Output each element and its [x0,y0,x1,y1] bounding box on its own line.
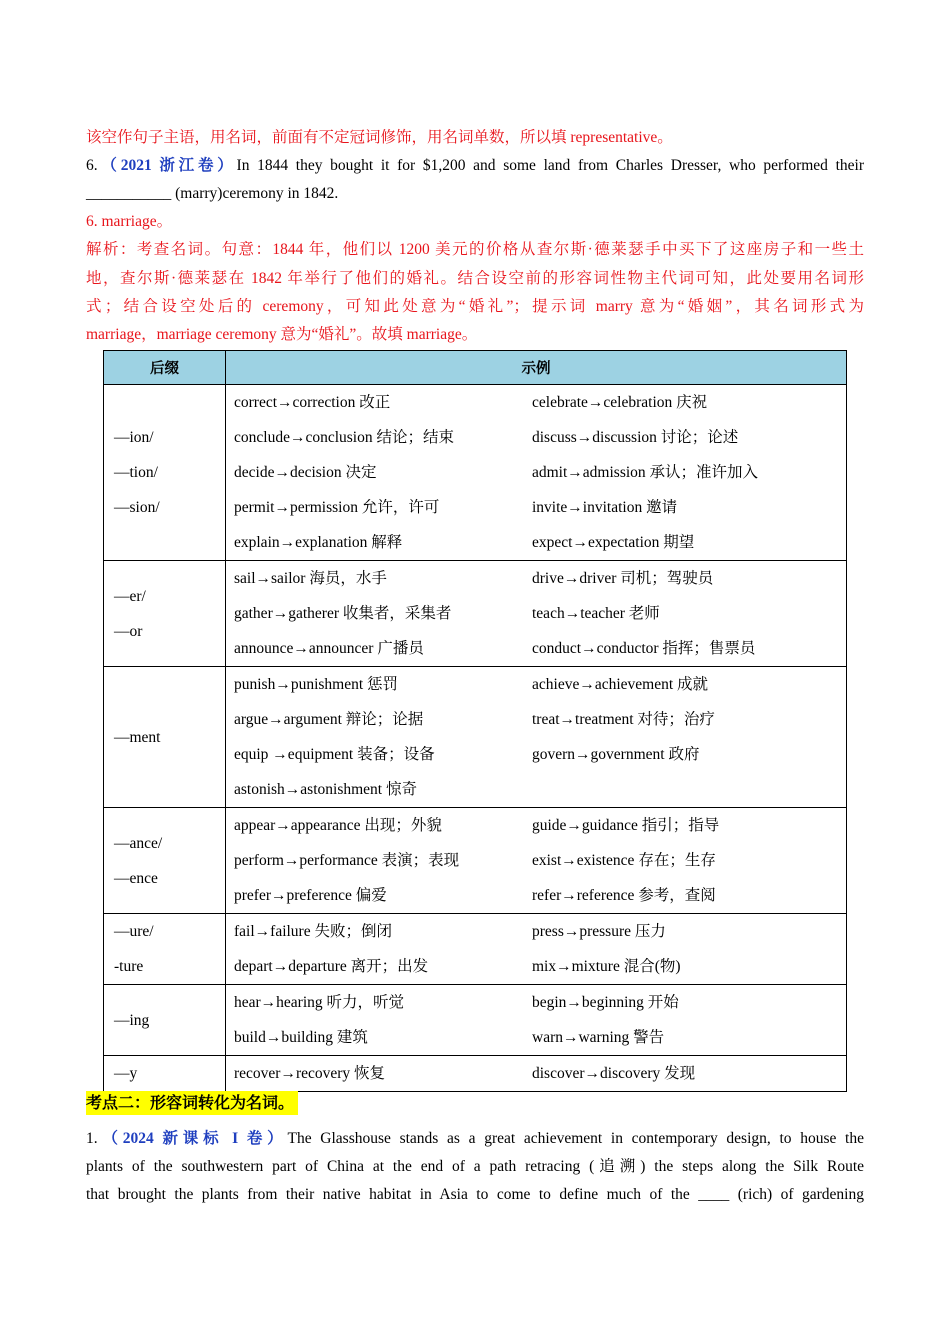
table-row [104,985,847,1056]
example-left: conclude→conclusion 结论；结束 [234,429,454,446]
example-right: refer→reference 参考，查阅 [532,887,716,904]
example-line [234,1020,846,1055]
example-left: sail→sailor 海员，水手 [234,570,387,587]
examples-cell [226,808,847,914]
example-left: decide→decision 决定 [234,464,377,481]
question-text: In 1844 they bought it for $1,200 and some land from Charles Dresser, who performed their [236,157,864,174]
example-left: astonish→astonishment 惊奇 [234,781,417,798]
examples-cell [226,985,847,1056]
example-right: discuss→discussion 讨论；论述 [532,429,739,446]
question-number: 6. [86,157,98,174]
example-right: mix→mixture 混合(物) [532,958,681,975]
example-left: correct→correction 改正 [234,394,391,411]
example-line [234,455,846,490]
example-line [234,490,846,525]
table-row [104,385,847,561]
examples-cell [226,914,847,985]
example-left: hear→hearing 听力，听觉 [234,994,405,1011]
suffix-cell [104,914,226,985]
example-right: admit→admission 承认；准许加入 [532,464,759,481]
example-right: invite→invitation 邀请 [532,499,678,516]
suffix-table [103,350,847,1092]
examples-cell [226,667,847,808]
example-left: permit→permission 允许，许可 [234,499,440,516]
examples-cell [226,1056,847,1092]
suffix-cell [104,561,226,667]
example-line [234,808,846,843]
example-right: celebrate→celebration 庆祝 [532,394,708,411]
example-line [234,631,846,666]
suffix-label: —ence [114,869,158,887]
suffix-label: —ance/ [114,834,163,852]
analysis-line: marriage，marriage ceremony 意为“婚礼”。故填 marriage。 [86,326,478,343]
answer: 6. marriage。 [86,213,173,230]
table-row [104,667,847,808]
suffix-label: —er/ [114,587,146,605]
table-header-row [104,351,847,385]
analysis-line: 式；结合设空处后的 ceremony，可知此处意为“婚礼”；提示词 marry 意为“婚姻”，其名词形式为 [86,298,864,315]
example-right: exist→existence 存在；生存 [532,852,716,869]
example-right: guide→guidance 指引；指导 [532,817,720,834]
suffix-cell [104,985,226,1056]
example-left: build→building 建筑 [234,1029,368,1046]
example-line [234,385,846,420]
example-left: gather→gatherer 收集者，采集者 [234,605,452,622]
suffix-label: —ment [114,728,161,746]
example-left: recover→recovery 恢复 [234,1065,386,1082]
example-right: discover→discovery 发现 [532,1065,696,1082]
example-right: govern→government 政府 [532,746,700,763]
example-line [234,949,846,984]
header-examples: 示例 [226,351,847,385]
example-left: punish→punishment 惩罚 [234,676,399,693]
suffix-label: —ure/ [114,923,154,940]
example-right: achieve→achievement 成就 [532,676,709,693]
suffix-label: —or [114,622,143,640]
suffix-label: —ing [114,1011,150,1029]
example-right: press→pressure 压力 [532,923,666,940]
example-line [234,525,846,560]
section2-q1-line-3: that brought the plants from their native habitat in Asia to come to define much of the ____ (rich) of gardening [86,1186,864,1203]
question-6-line-1 [86,152,864,180]
table-body [104,385,847,1092]
examples-cell [226,385,847,561]
example-left: equip →equipment 装备；设备 [234,746,435,763]
prev-explanation: 该空作句子主语，用名词，前面有不定冠词修饰，用名词单数，所以填 representative。 [86,129,673,146]
example-right: expect→expectation 期望 [532,534,695,551]
suffix-label: —y [114,1065,138,1082]
suffix-cell [104,385,226,561]
example-line [234,737,846,772]
example-right: drive→driver 司机；驾驶员 [532,570,714,587]
section2-q1-line-1 [86,1125,864,1153]
example-line [234,985,846,1020]
suffix-cell [104,808,226,914]
example-left: fail→failure 失败；倒闭 [234,923,392,940]
example-right: teach→teacher 老师 [532,605,660,622]
example-left: perform→performance 表演；表现 [234,852,460,869]
example-left: argue→argument 辩论；论据 [234,711,424,728]
suffix-cell [104,1056,226,1092]
suffix-label: -ture [114,958,144,975]
example-line [234,420,846,455]
suffix-label: —ion/ [114,429,154,446]
example-right: warn→warning 警告 [532,1029,665,1046]
question-text: The Glasshouse stands as a great achievement in contemporary design, to house the [287,1130,864,1147]
example-line [234,843,846,878]
example-right: conduct→conductor 指挥；售票员 [532,640,756,657]
example-line [234,1056,846,1091]
example-line [234,667,846,702]
example-line [234,596,846,631]
example-line [234,702,846,737]
section-heading: 考点二：形容词转化为名词。 [86,1091,298,1115]
examples-cell [226,561,847,667]
example-left: announce→announcer 广播员 [234,640,424,657]
question-number: 1. [86,1130,98,1147]
header-suffix: 后缀 [104,351,226,385]
question-source: （2021 浙江卷） [97,157,237,174]
analysis-line: 地，查尔斯·德莱瑟在 1842 年举行了他们的婚礼。结合设空前的形容词性物主代词可知，此处要用名词形 [86,270,864,287]
question-source: （2024 新课标 I 卷） [97,1130,288,1147]
table-row [104,1056,847,1092]
example-right: treat→treatment 对待；治疗 [532,711,715,728]
suffix-label: —sion/ [114,499,160,516]
suffix-cell [104,667,226,808]
example-line [234,772,846,807]
example-line [234,878,846,913]
example-left: depart→departure 离开；出发 [234,958,429,975]
suffix-label: —tion/ [114,464,158,481]
table-row [104,808,847,914]
example-right: begin→beginning 开始 [532,994,679,1011]
question-6-line-2: ___________ (marry)ceremony in 1842. [86,185,339,202]
table-row [104,914,847,985]
example-left: prefer→preference 偏爱 [234,887,387,904]
table-row [104,561,847,667]
example-left: appear→appearance 出现；外貌 [234,817,442,834]
example-left: explain→explanation 解释 [234,534,403,551]
section2-q1-line-2: plants of the southwestern part of China at the end of a path retracing (追溯) the steps along the Silk Route [86,1158,864,1175]
example-line [234,914,846,949]
analysis-line: 解析：考查名词。句意：1844 年，他们以 1200 美元的价格从查尔斯·德莱瑟手中买下了这座房子和一些土 [86,241,864,258]
example-line [234,561,846,596]
